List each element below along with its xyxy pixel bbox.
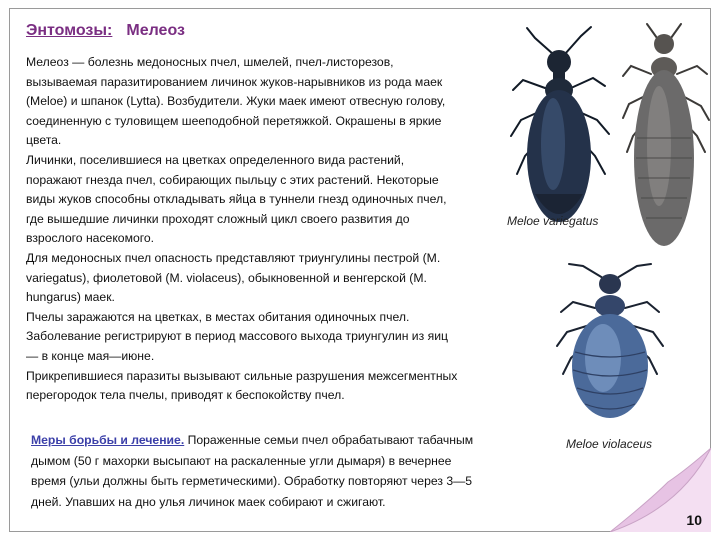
caption-variegatus: Meloe variegatus (507, 214, 599, 228)
measures-first-line: Пораженные семьи пчел обрабатывают табачным (184, 433, 474, 447)
body-line: виды жуков способны откладывать яйца в туннели гнезд одиночных пчел, (26, 192, 447, 207)
body-line: hungarus) маек. (26, 290, 115, 305)
body-line: Мелеоз — болезнь медоносных пчел, шмелей, пчел-листорезов, (26, 55, 394, 69)
body-line: взрослого насекомого. (26, 231, 155, 246)
body-text (26, 53, 526, 406)
body-line: Пчелы заражаются на цветках, в местах обитания одиночных пчел. (26, 309, 410, 324)
measures-line: дымом (50 г махорки высыпают на раскаленные угли дымаря) в вечернее (31, 453, 452, 468)
measures-heading: Меры борьбы и лечение. (31, 433, 185, 447)
measures-paragraph (31, 430, 551, 512)
measures-line: дней. Упавших на дно улья личинок маек собирают и сжигают. (31, 494, 386, 509)
title-disease: Мелеоз (126, 22, 185, 39)
measures-line (31, 430, 551, 451)
body-line: цвета. (26, 133, 62, 148)
beetle-variegatus-dark-image (505, 24, 617, 240)
caption-violaceus: Meloe violaceus (566, 437, 653, 451)
body-line: Заболевание регистрируют в период массового выхода триунгулин из яиц (26, 329, 448, 344)
slide-title (26, 22, 185, 40)
title-topic: Энтомозы: (26, 22, 113, 39)
body-line: где вышедшие личинки проходят сложный цикл своего развития до (26, 211, 410, 226)
beetle-variegatus-grey-image (617, 18, 713, 250)
body-line: вызываемая паразитированием личинок жуков-нарывников из рода маек (26, 74, 443, 89)
body-line: Прикрепившиеся паразиты вызывают сильные разрушения межсегментных (26, 368, 458, 383)
body-line: (Meloe) и шпанок (Lytta). Возбудители. Жуки маек имеют отвесную голову, (26, 94, 446, 109)
body-line: поражают гнезда пчел, собирающих пыльцу с этих растений. Некоторые (26, 172, 439, 187)
body-line: соединенную с туловищем шееподобной перетяжкой. Окрашены в яркие (26, 113, 442, 128)
page-number: 10 (686, 512, 702, 528)
body-line: Личинки, поселившиеся на цветках определенного вида растений, (26, 152, 405, 167)
body-line: variegatus), фиолетовой (M. violaceus), обыкновенной и венгерской (M. (26, 270, 427, 285)
body-line: — в конце мая—июне. (26, 348, 155, 363)
beetle-violaceus-image (553, 262, 669, 428)
measures-line: время (ульи должны быть герметическими). Обработку повторяют через 3—5 (31, 474, 473, 488)
body-line: перегородок тела пчелы, приводят к беспокойству пчел. (26, 388, 345, 403)
body-line: Для медоносных пчел опасность представляют триунгулины пестрой (M. (26, 250, 441, 265)
